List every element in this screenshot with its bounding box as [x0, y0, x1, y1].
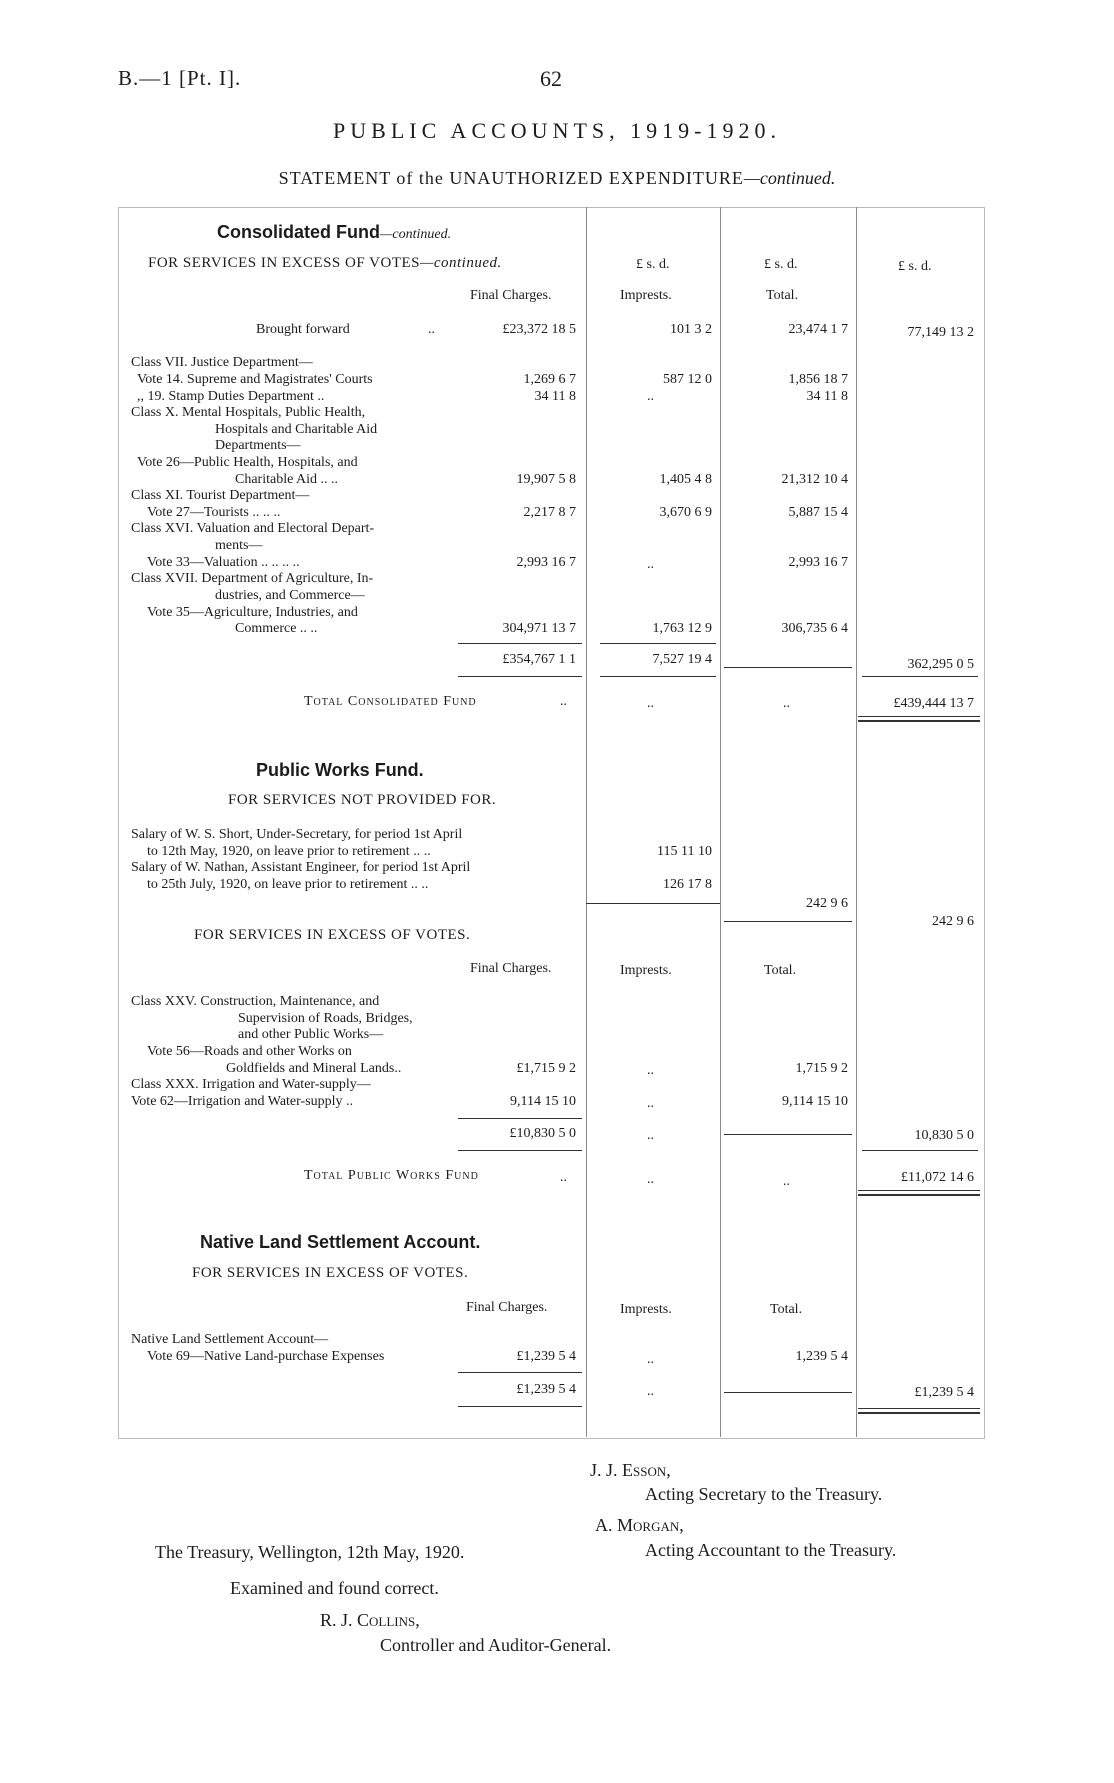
- pw-class-line: and other Public Works—: [238, 1027, 384, 1042]
- vote27-total: 5,887 15 4: [788, 505, 848, 520]
- salary-line: to 12th May, 1920, on leave prior to retirement .. ..: [147, 844, 431, 859]
- total-consolidated-grand: £439,444 13 7: [893, 696, 974, 711]
- salary-line: Salary of W. Nathan, Assistant Engineer, for period 1st April: [131, 860, 471, 875]
- rule: [724, 921, 852, 922]
- vote27-final: 2,217 8 7: [523, 505, 576, 520]
- vote56-imprests: ..: [647, 1063, 654, 1078]
- morgan-name-text: A. Morgan,: [595, 1515, 684, 1535]
- total-pw-grand: £11,072 14 6: [901, 1170, 974, 1185]
- rule: [600, 643, 716, 644]
- collins-title: Controller and Auditor-General.: [380, 1635, 612, 1655]
- vote35-total: 306,735 6 4: [781, 621, 848, 636]
- rule: [724, 1392, 852, 1393]
- esson-name: [590, 1460, 671, 1481]
- vote69-imprests: ..: [647, 1352, 654, 1367]
- brought-forward-total: 23,474 1 7: [788, 322, 848, 337]
- rule: [458, 643, 582, 644]
- vote14-final: 1,269 6 7: [523, 372, 576, 387]
- vote33-final: 2,993 16 7: [516, 555, 576, 570]
- salary-line: to 25th July, 1920, on leave prior to retirement .. ..: [147, 877, 429, 892]
- vote56-final: £1,715 9 2: [516, 1061, 576, 1076]
- vote62-final: 9,114 15 10: [510, 1094, 576, 1109]
- vote33-total: 2,993 16 7: [788, 555, 848, 570]
- total-consolidated-total: ..: [783, 696, 790, 711]
- class-line: Vote 14. Supreme and Magistrates' Courts: [137, 372, 373, 387]
- pw-col-final: Final Charges.: [470, 961, 552, 976]
- total-pw-dots: ..: [560, 1170, 567, 1185]
- consolidated-subtotal-imprests: 7,527 19 4: [652, 652, 712, 667]
- native-col-imprests: Imprests.: [620, 1302, 672, 1317]
- consolidated-heading-text: Consolidated Fund: [217, 222, 380, 242]
- class-line: Hospitals and Charitable Aid: [215, 422, 378, 437]
- brought-forward-final: £23,372 18 5: [502, 322, 576, 337]
- native-subtotal-final: £1,239 5 4: [516, 1382, 576, 1397]
- brought-forward-label: Brought forward: [256, 322, 350, 337]
- rule: [724, 1134, 852, 1135]
- class-line: Vote 27—Tourists .. .. ..: [147, 505, 281, 520]
- esson-name-text: J. J. Esson,: [590, 1460, 671, 1480]
- rule: [862, 676, 978, 677]
- pw-col-total: Total.: [764, 963, 797, 978]
- consolidated-subtotal-grand: 362,295 0 5: [907, 657, 974, 672]
- total-consolidated-dots: ..: [560, 694, 567, 709]
- salary-total: 242 9 6: [806, 896, 848, 911]
- column-rule-total: [856, 207, 857, 1437]
- public-works-heading: Public Works Fund.: [256, 760, 424, 780]
- native-col-final: Final Charges.: [466, 1300, 548, 1315]
- col-final-charges: Final Charges.: [470, 288, 552, 303]
- salary-grand: 242 9 6: [932, 914, 974, 929]
- native-grand: £1,239 5 4: [914, 1385, 974, 1400]
- examined-note: Examined and found correct.: [230, 1578, 439, 1598]
- class-line: Vote 33—Valuation .. .. .. ..: [147, 555, 300, 570]
- class-line: Departments—: [215, 438, 301, 453]
- pw-class-line: Supervision of Roads, Bridges,: [238, 1011, 413, 1026]
- rule: [458, 1372, 582, 1373]
- vote26-imprests: 1,405 4 8: [659, 472, 712, 487]
- total-public-works-label: Total Public Works Fund: [304, 1168, 479, 1183]
- class-line: Class XI. Tourist Department—: [131, 488, 310, 503]
- rule: [586, 903, 720, 904]
- document-reference: B.—1 [Pt. I].: [118, 66, 242, 90]
- native-subtotal-imprests: ..: [647, 1384, 654, 1399]
- vote62-total: 9,114 15 10: [782, 1094, 848, 1109]
- consolidated-services-cont: —continued.: [420, 255, 502, 271]
- column-rule-final: [586, 207, 587, 1437]
- class-line: Class XVI. Valuation and Electoral Depart-: [131, 521, 375, 536]
- col-total: Total.: [766, 288, 799, 303]
- native-excess-heading: FOR SERVICES IN EXCESS OF VOTES.: [192, 1265, 469, 1281]
- total-consolidated-imprests: ..: [647, 696, 654, 711]
- vote19-final: 34 11 8: [534, 389, 576, 404]
- class-line: dustries, and Commerce—: [215, 588, 365, 603]
- vote14-imprests: 587 12 0: [663, 372, 712, 387]
- vote27-imprests: 3,670 6 9: [659, 505, 712, 520]
- native-line: Native Land Settlement Account—: [131, 1332, 329, 1347]
- subtitle-continued: —continued.: [743, 168, 836, 188]
- vote35-final: 304,971 13 7: [502, 621, 576, 636]
- pw-class-line: Goldfields and Mineral Lands..: [226, 1061, 402, 1076]
- brought-forward-grand: 77,149 13 2: [907, 325, 974, 340]
- vote19-total: 34 11 8: [806, 389, 848, 404]
- salary-nathan: 126 17 8: [663, 877, 712, 892]
- currency-header-grand: £ s. d.: [898, 259, 932, 274]
- rule: [724, 667, 852, 668]
- rule: [458, 676, 582, 677]
- vote26-final: 19,907 5 8: [516, 472, 576, 487]
- class-line: ments—: [215, 538, 263, 553]
- double-rule: [858, 716, 980, 722]
- page-subtitle: [0, 168, 1114, 189]
- total-consolidated-label: Total Consolidated Fund: [304, 694, 477, 709]
- page-title: PUBLIC ACCOUNTS, 1919-1920.: [333, 118, 781, 143]
- vote19-imprests: ..: [647, 389, 654, 404]
- double-rule: [858, 1190, 980, 1196]
- native-heading: Native Land Settlement Account.: [200, 1232, 481, 1252]
- consolidated-services: [148, 255, 502, 272]
- vote69-total: 1,239 5 4: [795, 1349, 848, 1364]
- rule: [458, 1118, 582, 1119]
- pw-class-line: Class XXV. Construction, Maintenance, and: [131, 994, 380, 1009]
- pw-col-imprests: Imprests.: [620, 963, 672, 978]
- esson-title: Acting Secretary to the Treasury.: [645, 1484, 883, 1504]
- page-number: 62: [540, 66, 562, 91]
- double-rule: [858, 1408, 980, 1414]
- consolidated-heading: [217, 222, 451, 243]
- currency-header-imprests: £ s. d.: [636, 257, 670, 272]
- pw-subtotal-final: £10,830 5 0: [509, 1126, 576, 1141]
- rule: [458, 1150, 582, 1151]
- native-col-total: Total.: [770, 1302, 803, 1317]
- brought-forward-imprests: 101 3 2: [670, 322, 712, 337]
- consolidated-subtotal-final: £354,767 1 1: [502, 652, 576, 667]
- currency-header-total: £ s. d.: [764, 257, 798, 272]
- vote26-total: 21,312 10 4: [781, 472, 848, 487]
- rule: [600, 676, 716, 677]
- vote35-imprests: 1,763 12 9: [652, 621, 712, 636]
- rule: [458, 1406, 582, 1407]
- pw-subtotal-imprests: ..: [647, 1128, 654, 1143]
- class-line: Charitable Aid .. ..: [235, 472, 339, 487]
- column-rule-imprests: [720, 207, 721, 1437]
- vote56-total: 1,715 9 2: [795, 1061, 848, 1076]
- vote33-imprests: ..: [647, 557, 654, 572]
- total-pw-total: ..: [783, 1174, 790, 1189]
- pw-excess-heading: FOR SERVICES IN EXCESS OF VOTES.: [194, 927, 471, 943]
- pw-class-line: Vote 62—Irrigation and Water-supply ..: [131, 1094, 354, 1109]
- class-line: Class VII. Justice Department—: [131, 355, 313, 370]
- morgan-name: [595, 1515, 684, 1536]
- not-provided-heading: FOR SERVICES NOT PROVIDED FOR.: [228, 792, 497, 808]
- salary-line: Salary of W. S. Short, Under-Secretary, for period 1st April: [131, 827, 463, 842]
- vote62-imprests: ..: [647, 1096, 654, 1111]
- class-line: ,, 19. Stamp Duties Department ..: [137, 389, 325, 404]
- vote69-final: £1,239 5 4: [516, 1349, 576, 1364]
- rule: [862, 1150, 978, 1151]
- morgan-title: Acting Accountant to the Treasury.: [645, 1540, 897, 1560]
- pw-subtotal-grand: 10,830 5 0: [914, 1128, 974, 1143]
- consolidated-heading-cont: —continued.: [379, 227, 452, 242]
- place-date: The Treasury, Wellington, 12th May, 1920.: [155, 1542, 465, 1562]
- subtitle-main: STATEMENT of the UNAUTHORIZED EXPENDITURE: [278, 168, 744, 188]
- total-pw-imprests: ..: [647, 1172, 654, 1187]
- pw-class-line: Class XXX. Irrigation and Water-supply—: [131, 1077, 371, 1092]
- collins-name-text: R. J. Collins,: [320, 1610, 420, 1630]
- class-line: Commerce .. ..: [235, 621, 318, 636]
- pw-class-line: Vote 56—Roads and other Works on: [147, 1044, 352, 1059]
- class-line: Vote 26—Public Health, Hospitals, and: [137, 455, 358, 470]
- class-line: Class X. Mental Hospitals, Public Health,: [131, 405, 366, 420]
- collins-name: [320, 1610, 420, 1631]
- class-line: Vote 35—Agriculture, Industries, and: [147, 605, 358, 620]
- salary-short: 115 11 10: [657, 844, 712, 859]
- brought-forward-dots: ..: [428, 322, 435, 337]
- consolidated-services-text: FOR SERVICES IN EXCESS OF VOTES: [148, 255, 420, 271]
- class-line: Class XVII. Department of Agriculture, In-: [131, 571, 374, 586]
- vote14-total: 1,856 18 7: [788, 372, 848, 387]
- native-line: Vote 69—Native Land-purchase Expenses: [147, 1349, 385, 1364]
- col-imprests: Imprests.: [620, 288, 672, 303]
